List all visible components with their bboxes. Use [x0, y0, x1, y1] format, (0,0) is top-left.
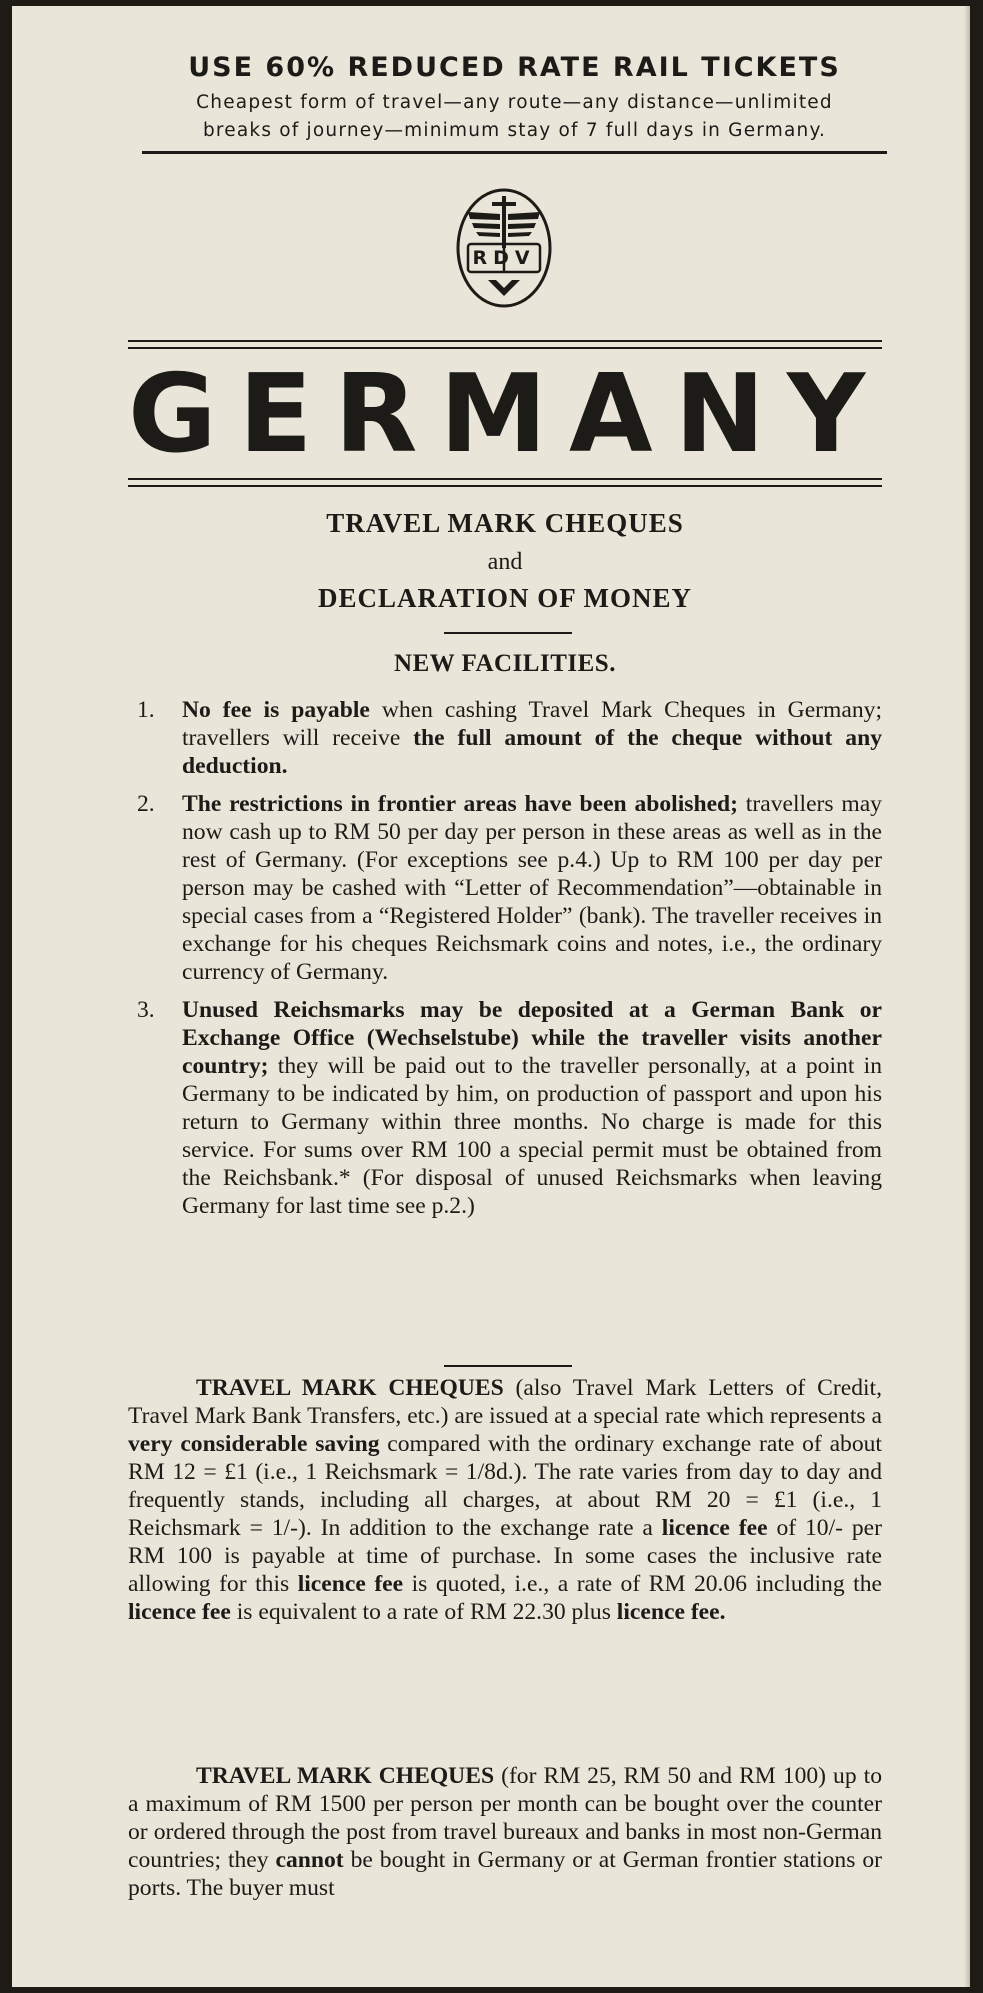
- facilities-list: [137, 696, 883, 1230]
- page-edge-shadow: [964, 6, 970, 1987]
- para-text: (for RM 25, RM 50 and RM 100) up to a maximum of RM 1500 per person per month can be bought over the counter or ordered through the post from travel bureaux and banks in most non-German countries; they: [128, 1763, 883, 1873]
- heading-new-facilities: NEW FACILITIES.: [394, 650, 616, 677]
- para-text: is quoted, i.e., a rate of RM 20.06 including the: [403, 1571, 882, 1597]
- item-number: 2.: [137, 791, 155, 817]
- item-text: when cashing Travel Mark Cheques in Germany; travellers will receive: [182, 697, 883, 751]
- para-text: is equivalent to a rate of RM 22.30 plus: [230, 1599, 617, 1625]
- item-bold-text: the full amount of the cheque without any deduction.: [182, 725, 882, 779]
- para-bold-text: TRAVEL MARK CHEQUES: [196, 1763, 495, 1789]
- item-number: 1.: [137, 697, 155, 723]
- heading-and: and: [487, 549, 523, 575]
- item-text: they will be paid out to the traveller personally, at a point in Germany to be indicated by him, on production of passport and upon his return to Germany within three months. No charge is made for this service. For sums over RM 100 a special permit must be obtained from the Reichsbank.* (For disposal of unused Reichsmarks when leaving Germany for last time see p.2.): [182, 1053, 882, 1219]
- item-bold-text: Unused Reichsmarks may be deposited at a German Bank or Exchange Office (Wechselstube) while the traveller visits another country;: [182, 997, 882, 1079]
- travel-mark-cheques-paragraph: [128, 1374, 882, 1626]
- item-bold-text: No fee is payable: [182, 697, 370, 723]
- para-bold-text: TRAVEL MARK CHEQUES: [196, 1375, 504, 1401]
- para-bold-text: cannot: [275, 1847, 344, 1873]
- para-bold-text: licence fee: [661, 1515, 768, 1541]
- brochure-page: [12, 6, 970, 1987]
- para-bold-text: very considerable saving: [128, 1431, 380, 1457]
- germany-title: GERMANY: [128, 352, 888, 477]
- para-text: of 10/- per RM 100 is payable at time of purchase. In some cases the inclusive rate allowing for this: [128, 1515, 882, 1597]
- logo-text: RDV: [472, 247, 536, 269]
- list-item: [137, 996, 882, 1220]
- banner-subtitle-line: Cheapest form of travel—any route—any distance—unlimited: [196, 92, 833, 113]
- list-item: [137, 790, 882, 986]
- rail-ticket-banner: [142, 52, 887, 154]
- item-bold-text: The restrictions in frontier areas have been abolished;: [182, 791, 739, 817]
- banner-subtitle-line: breaks of journey—minimum stay of 7 full days in Germany.: [202, 120, 827, 141]
- title-rule-bottom: [128, 478, 882, 487]
- item-number: 3.: [137, 997, 155, 1023]
- para-text: compared with the ordinary exchange rate of about RM 12 = £1 (i.e., 1 Reichsmark = 1/8d.). The rate varies from day to day and frequently stands, including all charges, at about RM 20 = £1 (i.e., 1 Reichsmark = 1/-). In addition to the exchange rate a: [128, 1431, 882, 1541]
- para-bold-text: licence fee: [128, 1599, 231, 1625]
- item-text: travellers may now cash up to RM 50 per day per person in these areas as well as in the rest of Germany. (For exceptions see p.4.) Up to RM 100 per day per person may be cashed with “Letter of Recommendation”—obtainable in special cases from a “Registered Holder” (bank). The traveller receives in exchange for his cheques Reichsmark coins and notes, i.e., the ordinary currency of Germany.: [182, 791, 882, 985]
- list-item: [137, 696, 883, 780]
- para-text: (also Travel Mark Letters of Credit, Travel Mark Bank Transfers, etc.) are issued at a special rate which represents a: [128, 1375, 882, 1429]
- banner-subtitle: [142, 89, 887, 145]
- heading-divider: [444, 632, 572, 634]
- banner-underline: [142, 151, 887, 154]
- rdv-logo: [454, 186, 554, 310]
- section-divider: [444, 1365, 572, 1367]
- para-bold-text: licence fee: [297, 1571, 404, 1597]
- para-text: be bought in Germany or at German frontier stations or ports. The buyer must: [128, 1847, 882, 1901]
- purchase-paragraph: [128, 1762, 882, 1902]
- para-bold-text: licence fee.: [616, 1599, 726, 1625]
- banner-title: USE 60% REDUCED RATE RAIL TICKETS: [188, 52, 841, 83]
- heading-declaration-of-money: DECLARATION OF MONEY: [317, 583, 692, 613]
- heading-travel-mark-cheques: TRAVEL MARK CHEQUES: [326, 508, 684, 538]
- title-rule-top: [128, 340, 882, 349]
